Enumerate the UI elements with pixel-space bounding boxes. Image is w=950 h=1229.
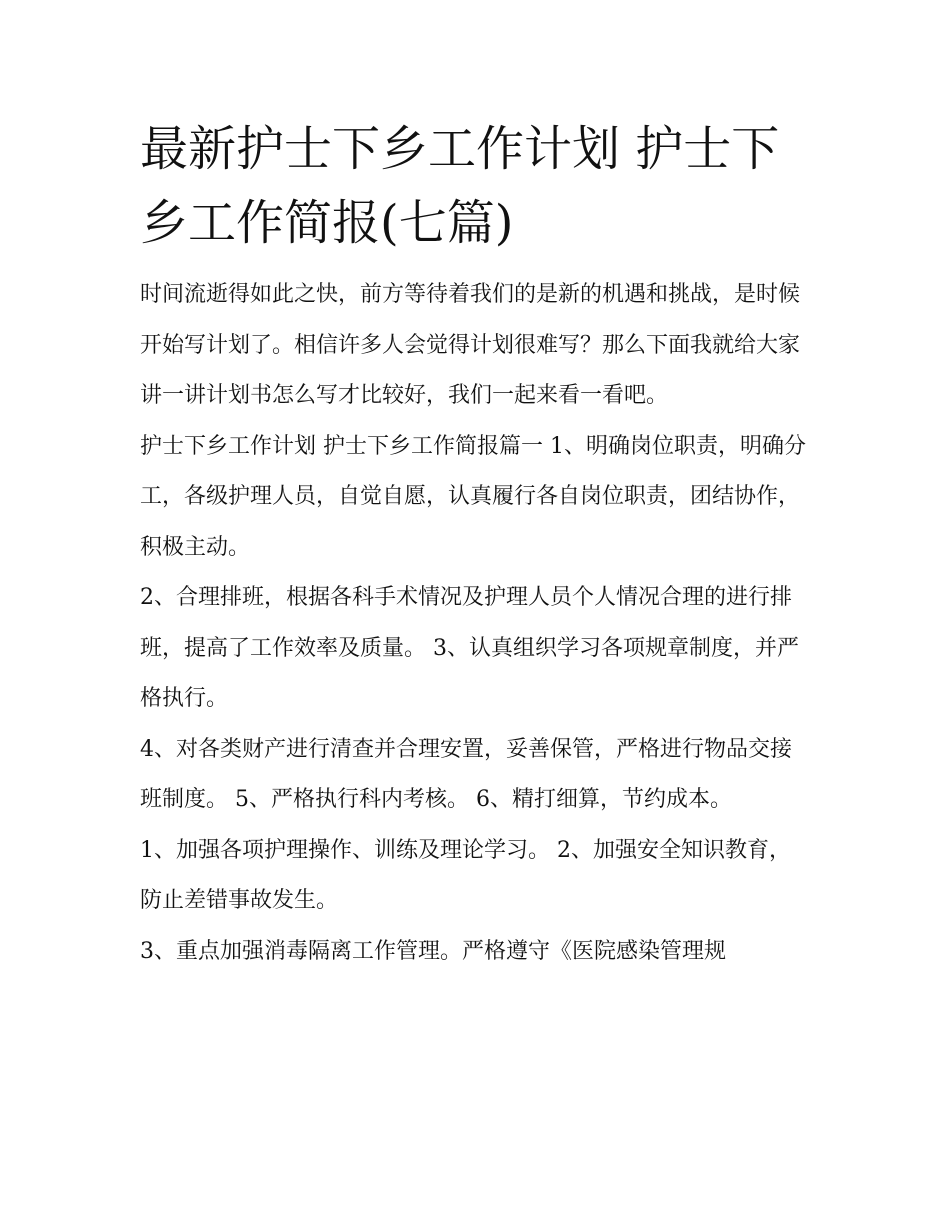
paragraph-intro: 时间流逝得如此之快，前方等待着我们的是新的机遇和挑战，是时候开始写计划了。相信许多人会觉得计划很难写？那么下面我就给大家讲一讲计划书怎么写才比较好，我们一起来看一看吧。 (140, 282, 801, 408)
paragraph-disinfection: 3、重点加强消毒隔离工作管理。严格遵守《医院感染管理规 (140, 938, 726, 964)
paragraph-section-1: 护士下乡工作计划 护士下乡工作简报篇一 1、明确岗位职责，明确分工，各级护理人员，自觉自愿，认真履行各自岗位职责，团结协作，积极主动。 (140, 433, 806, 560)
document-title: 最新护士下乡工作计划 护士下乡工作简报(七篇) (140, 121, 780, 251)
paragraph-property: 4、对各类财产进行清查并合理安置，妥善保管，严格进行物品交接班制度。 5、严格执行科内考核。 6、精打细算，节约成本。 (140, 736, 792, 812)
paragraph-scheduling: 2、合理排班，根据各科手术情况及护理人员个人情况合理的进行排班，提高了工作效率及质量。 3、认真组织学习各项规章制度，并严格执行。 (140, 585, 799, 711)
document-body (140, 112, 812, 977)
paragraph-training: 1、加强各项护理操作、训练及理论学习。 2、加强安全知识教育，防止差错事故发生。 (140, 837, 791, 913)
